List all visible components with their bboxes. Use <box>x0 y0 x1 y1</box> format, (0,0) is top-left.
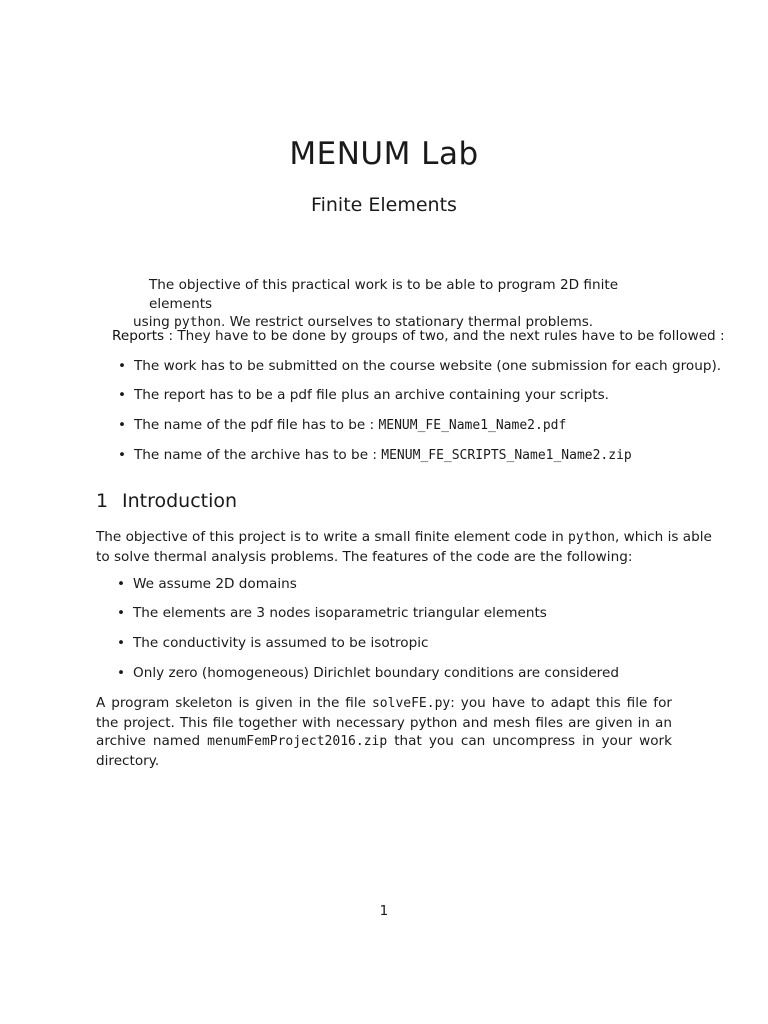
skeleton-code-file: solveFE.py <box>371 696 451 711</box>
report-item-text: The name of the pdf file has to be : <box>134 417 379 433</box>
intro-code-python: python <box>568 530 616 545</box>
skeleton-code-archive: menumFemProject2016.zip <box>207 734 388 749</box>
skeleton-paragraph <box>96 694 672 770</box>
section-number: 1 <box>96 490 109 512</box>
bullet-icon: • <box>117 605 126 621</box>
feature-item <box>117 664 619 683</box>
feature-item-text: The conductivity is assumed to be isotropic <box>133 635 429 651</box>
report-item <box>118 386 609 405</box>
intro-line-1-pre: The objective of this project is to write a small finite element code in <box>96 529 569 545</box>
skeleton-post: that you can uncompress in your work directory. <box>96 733 672 769</box>
report-item-text: The report has to be a pdf file plus an archive containing your scripts. <box>134 387 609 403</box>
report-item <box>118 416 567 435</box>
bullet-icon: • <box>118 447 127 463</box>
abstract-line-2-post: . We restrict ourselves to stationary thermal problems. <box>221 314 594 330</box>
report-item-code: MENUM_FE_SCRIPTS_Name1_Name2.zip <box>381 448 632 463</box>
document-title: MENUM Lab <box>289 136 479 172</box>
document-subtitle: Finite Elements <box>311 194 457 216</box>
intro-line-1-post: , which is able <box>615 529 712 545</box>
feature-item <box>117 575 297 594</box>
bullet-icon: • <box>117 576 126 592</box>
bullet-icon: • <box>118 417 127 433</box>
reports-paragraph <box>112 327 725 346</box>
report-item-code: MENUM_FE_Name1_Name2.pdf <box>378 418 567 433</box>
feature-item <box>117 634 429 653</box>
bullet-icon: • <box>118 387 127 403</box>
bullet-icon: • <box>118 358 127 374</box>
bullet-icon: • <box>117 635 126 651</box>
reports-text: : They have to be done by groups of two, and the next rules have to be followed : <box>164 328 725 344</box>
report-item <box>118 357 722 376</box>
section-heading <box>96 490 237 512</box>
intro-line-2: to solve thermal analysis problems. The features of the code are the following: <box>96 548 633 565</box>
feature-item-text: The elements are 3 nodes isoparametric triangular elements <box>133 605 547 621</box>
abstract-line-2-pre: using <box>133 314 175 330</box>
skeleton-mid: : you have to adapt this file for the project. This file together with necessary python and mesh files are given in an archive named <box>96 695 672 749</box>
report-item-text: The name of the archive has to be : <box>134 447 382 463</box>
report-item <box>118 446 632 465</box>
skeleton-pre: A program skeleton is given in the file <box>96 695 372 711</box>
report-item-text: The work has to be submitted on the course website (one submission for each group). <box>134 358 722 374</box>
reports-label: Reports <box>112 328 165 344</box>
page-number: 1 <box>379 903 389 919</box>
intro-paragraph <box>96 528 712 566</box>
feature-item-text: We assume 2D domains <box>133 576 297 592</box>
abstract-line-1: The objective of this practical work is to be able to program 2D finite elements <box>149 277 619 312</box>
abstract <box>133 276 643 333</box>
abstract-code-python: python <box>174 315 222 330</box>
section-title: Introduction <box>122 490 238 512</box>
feature-item-text: Only zero (homogeneous) Dirichlet boundary conditions are considered <box>133 665 619 681</box>
feature-item <box>117 604 547 623</box>
bullet-icon: • <box>117 665 126 681</box>
intro-line-1 <box>96 528 712 548</box>
